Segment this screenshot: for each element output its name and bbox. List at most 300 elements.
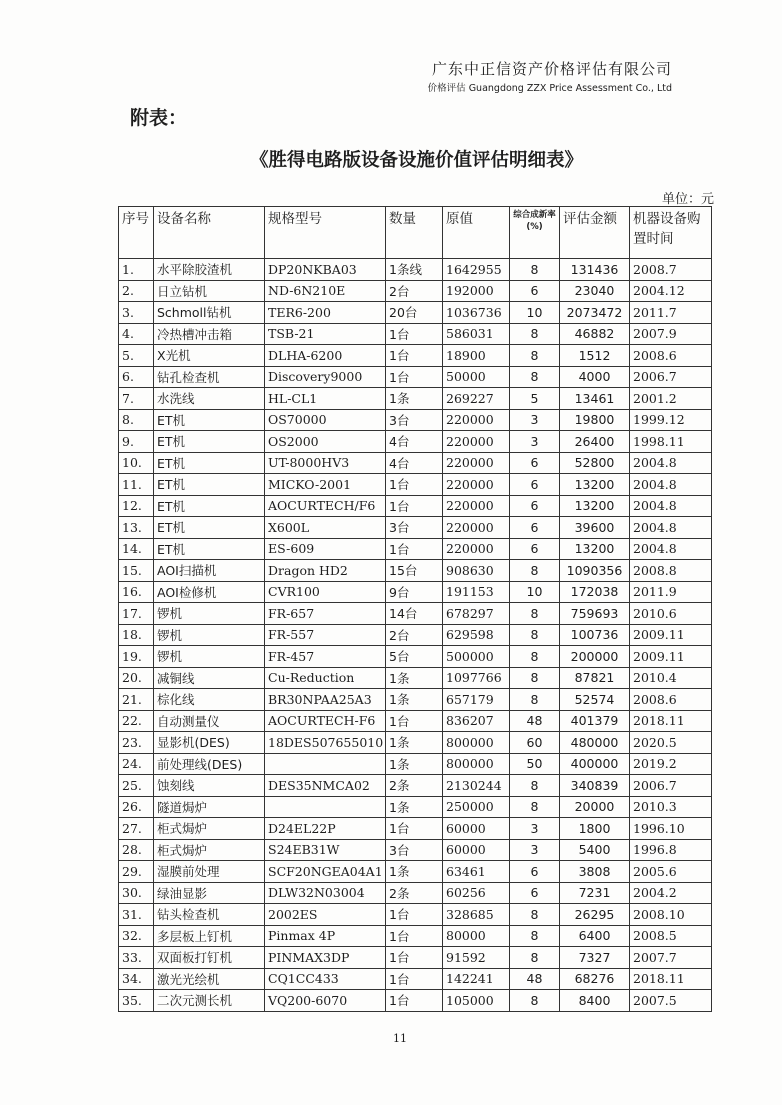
cell-name: 冷热槽冲击箱 — [154, 323, 265, 345]
cell-no: 27. — [119, 818, 154, 840]
cell-name: 锣机 — [154, 624, 265, 646]
cell-assessed-value: 23040 — [560, 280, 630, 302]
cell-purchase-date: 2004.8 — [630, 452, 712, 474]
cell-purchase-date: 2001.2 — [630, 388, 712, 410]
cell-purchase-date: 2008.6 — [630, 345, 712, 367]
cell-purchase-date: 2011.7 — [630, 302, 712, 324]
cell-name: ET机 — [154, 538, 265, 560]
cell-purchase-date: 2007.7 — [630, 947, 712, 969]
cell-assessed-value: 401379 — [560, 710, 630, 732]
cell-original-value: 586031 — [443, 323, 510, 345]
cell-rate: 8 — [510, 345, 560, 367]
cell-spec: MICKO-2001 — [265, 474, 386, 496]
cell-assessed-value: 2073472 — [560, 302, 630, 324]
cell-purchase-date: 2006.7 — [630, 366, 712, 388]
cell-original-value: 220000 — [443, 452, 510, 474]
cell-rate: 6 — [510, 517, 560, 539]
cell-assessed-value: 480000 — [560, 732, 630, 754]
table-row — [119, 775, 712, 797]
cell-qty: 1条 — [386, 796, 443, 818]
cell-name: AOI扫描机 — [154, 560, 265, 582]
cell-assessed-value: 26295 — [560, 904, 630, 926]
cell-spec: ES-609 — [265, 538, 386, 560]
cell-qty: 4台 — [386, 431, 443, 453]
cell-no: 18. — [119, 624, 154, 646]
cell-qty: 4台 — [386, 452, 443, 474]
table-row — [119, 581, 712, 603]
table-row — [119, 603, 712, 625]
cell-qty: 1台 — [386, 495, 443, 517]
cell-qty: 3台 — [386, 839, 443, 861]
cell-original-value: 60256 — [443, 882, 510, 904]
cell-original-value: 220000 — [443, 474, 510, 496]
cell-spec: CQ1CC433 — [265, 968, 386, 990]
cell-assessed-value: 5400 — [560, 839, 630, 861]
table-row — [119, 796, 712, 818]
cell-purchase-date: 1996.8 — [630, 839, 712, 861]
cell-spec: X600L — [265, 517, 386, 539]
cell-spec: ND-6N210E — [265, 280, 386, 302]
cell-name: 二次元测长机 — [154, 990, 265, 1012]
cell-name: ET机 — [154, 495, 265, 517]
cell-rate: 10 — [510, 302, 560, 324]
cell-no: 34. — [119, 968, 154, 990]
cell-name: 钻头检查机 — [154, 904, 265, 926]
cell-spec: DLW32N03004 — [265, 882, 386, 904]
cell-original-value: 60000 — [443, 818, 510, 840]
cell-no: 31. — [119, 904, 154, 926]
cell-qty: 1台 — [386, 968, 443, 990]
cell-rate: 10 — [510, 581, 560, 603]
cell-qty: 1台 — [386, 345, 443, 367]
cell-no: 33. — [119, 947, 154, 969]
cell-purchase-date: 2004.8 — [630, 538, 712, 560]
cell-purchase-date: 2009.11 — [630, 624, 712, 646]
cell-rate: 6 — [510, 452, 560, 474]
cell-spec — [265, 796, 386, 818]
table-row — [119, 624, 712, 646]
cell-purchase-date: 2005.6 — [630, 861, 712, 883]
cell-no: 19. — [119, 646, 154, 668]
cell-spec: Cu-Reduction — [265, 667, 386, 689]
cell-no: 21. — [119, 689, 154, 711]
cell-qty: 14台 — [386, 603, 443, 625]
cell-name: AOI检修机 — [154, 581, 265, 603]
unit-label: 单位：元 — [661, 192, 714, 207]
table-row — [119, 968, 712, 990]
cell-original-value: 192000 — [443, 280, 510, 302]
cell-spec: PINMAX3DP — [265, 947, 386, 969]
table-row — [119, 323, 712, 345]
table-row — [119, 517, 712, 539]
header-spec: 规格型号 — [265, 207, 386, 259]
cell-qty: 15台 — [386, 560, 443, 582]
cell-original-value: 908630 — [443, 560, 510, 582]
cell-assessed-value: 1090356 — [560, 560, 630, 582]
cell-qty: 1台 — [386, 323, 443, 345]
cell-assessed-value: 4000 — [560, 366, 630, 388]
cell-original-value: 629598 — [443, 624, 510, 646]
cell-purchase-date: 2006.7 — [630, 775, 712, 797]
table-row — [119, 839, 712, 861]
cell-name: 显影机(DES) — [154, 732, 265, 754]
cell-name: 自动测量仪 — [154, 710, 265, 732]
cell-spec: S24EB31W — [265, 839, 386, 861]
cell-purchase-date: 2004.8 — [630, 474, 712, 496]
cell-original-value: 220000 — [443, 495, 510, 517]
cell-assessed-value: 400000 — [560, 753, 630, 775]
table-row — [119, 366, 712, 388]
cell-spec: DLHA-6200 — [265, 345, 386, 367]
cell-spec: Discovery9000 — [265, 366, 386, 388]
cell-purchase-date: 2018.11 — [630, 968, 712, 990]
cell-qty: 5台 — [386, 646, 443, 668]
cell-original-value: 800000 — [443, 753, 510, 775]
table-row — [119, 990, 712, 1012]
cell-spec: TSB-21 — [265, 323, 386, 345]
header-assessed-value: 评估金额 — [560, 207, 630, 259]
header-name: 设备名称 — [154, 207, 265, 259]
cell-purchase-date: 2004.12 — [630, 280, 712, 302]
cell-rate: 50 — [510, 753, 560, 775]
cell-qty: 1台 — [386, 474, 443, 496]
table-row — [119, 431, 712, 453]
cell-assessed-value: 6400 — [560, 925, 630, 947]
cell-no: 6. — [119, 366, 154, 388]
table-row — [119, 861, 712, 883]
table-row — [119, 904, 712, 926]
table-row — [119, 925, 712, 947]
cell-purchase-date: 2008.8 — [630, 560, 712, 582]
cell-purchase-date: 2020.5 — [630, 732, 712, 754]
cell-no: 24. — [119, 753, 154, 775]
cell-purchase-date: 2009.11 — [630, 646, 712, 668]
company-name-en: 价格评估 Guangdong ZZX Price Assessment Co., Ltd — [427, 83, 672, 94]
cell-name: ET机 — [154, 517, 265, 539]
cell-name: ET机 — [154, 431, 265, 453]
cell-no: 15. — [119, 560, 154, 582]
cell-spec: D24EL22P — [265, 818, 386, 840]
cell-original-value: 60000 — [443, 839, 510, 861]
cell-rate: 8 — [510, 624, 560, 646]
cell-assessed-value: 200000 — [560, 646, 630, 668]
table-row — [119, 452, 712, 474]
table-row — [119, 474, 712, 496]
table-row — [119, 388, 712, 410]
cell-purchase-date: 2004.8 — [630, 517, 712, 539]
table-row — [119, 409, 712, 431]
cell-spec: FR-457 — [265, 646, 386, 668]
cell-rate: 6 — [510, 474, 560, 496]
cell-original-value: 91592 — [443, 947, 510, 969]
cell-purchase-date: 2007.9 — [630, 323, 712, 345]
cell-qty: 1台 — [386, 366, 443, 388]
cell-rate: 60 — [510, 732, 560, 754]
cell-assessed-value: 172038 — [560, 581, 630, 603]
cell-rate: 8 — [510, 603, 560, 625]
cell-no: 29. — [119, 861, 154, 883]
cell-qty: 2台 — [386, 624, 443, 646]
cell-original-value: 80000 — [443, 925, 510, 947]
cell-assessed-value: 52574 — [560, 689, 630, 711]
cell-original-value: 800000 — [443, 732, 510, 754]
cell-qty: 1台 — [386, 538, 443, 560]
cell-assessed-value: 759693 — [560, 603, 630, 625]
cell-rate: 8 — [510, 667, 560, 689]
table-row — [119, 753, 712, 775]
cell-name: 激光光绘机 — [154, 968, 265, 990]
table-row — [119, 280, 712, 302]
cell-no: 16. — [119, 581, 154, 603]
cell-name: 隧道焗炉 — [154, 796, 265, 818]
cell-spec — [265, 753, 386, 775]
cell-qty: 1台 — [386, 925, 443, 947]
cell-assessed-value: 52800 — [560, 452, 630, 474]
table-row — [119, 667, 712, 689]
cell-name: 蚀刻线 — [154, 775, 265, 797]
cell-no: 9. — [119, 431, 154, 453]
cell-purchase-date: 1999.12 — [630, 409, 712, 431]
cell-name: ET机 — [154, 474, 265, 496]
cell-assessed-value: 131436 — [560, 259, 630, 281]
cell-assessed-value: 46882 — [560, 323, 630, 345]
cell-name: ET机 — [154, 409, 265, 431]
cell-spec: OS2000 — [265, 431, 386, 453]
header-original-value: 原值 — [443, 207, 510, 259]
cell-spec: CVR100 — [265, 581, 386, 603]
cell-rate: 8 — [510, 904, 560, 926]
cell-purchase-date: 2010.4 — [630, 667, 712, 689]
table-row — [119, 495, 712, 517]
cell-original-value: 220000 — [443, 409, 510, 431]
cell-assessed-value: 13200 — [560, 495, 630, 517]
cell-rate: 8 — [510, 925, 560, 947]
cell-assessed-value: 39600 — [560, 517, 630, 539]
cell-name: 锣机 — [154, 603, 265, 625]
table-row — [119, 732, 712, 754]
header-qty: 数量 — [386, 207, 443, 259]
cell-spec: FR-657 — [265, 603, 386, 625]
table-row — [119, 710, 712, 732]
cell-spec: AOCURTECH/F6 — [265, 495, 386, 517]
cell-original-value: 18900 — [443, 345, 510, 367]
cell-rate: 8 — [510, 990, 560, 1012]
cell-original-value: 105000 — [443, 990, 510, 1012]
table-body — [119, 259, 712, 1012]
appendix-label: 附表： — [130, 107, 188, 129]
cell-spec: UT-8000HV3 — [265, 452, 386, 474]
cell-qty: 3台 — [386, 409, 443, 431]
cell-name: 日立钻机 — [154, 280, 265, 302]
cell-original-value: 657179 — [443, 689, 510, 711]
cell-spec: 18DES507655010 — [265, 732, 386, 754]
cell-purchase-date: 2018.11 — [630, 710, 712, 732]
cell-no: 4. — [119, 323, 154, 345]
cell-assessed-value: 1800 — [560, 818, 630, 840]
cell-rate: 8 — [510, 947, 560, 969]
cell-original-value: 328685 — [443, 904, 510, 926]
equipment-valuation-table — [118, 206, 712, 1012]
table-row — [119, 259, 712, 281]
cell-no: 30. — [119, 882, 154, 904]
cell-spec: DES35NMCA02 — [265, 775, 386, 797]
cell-assessed-value: 20000 — [560, 796, 630, 818]
cell-spec: FR-557 — [265, 624, 386, 646]
cell-no: 12. — [119, 495, 154, 517]
cell-rate: 8 — [510, 646, 560, 668]
cell-rate: 3 — [510, 409, 560, 431]
cell-qty: 20台 — [386, 302, 443, 324]
cell-name: 水洗线 — [154, 388, 265, 410]
cell-no: 8. — [119, 409, 154, 431]
cell-no: 1. — [119, 259, 154, 281]
cell-spec: AOCURTECH-F6 — [265, 710, 386, 732]
cell-assessed-value: 7231 — [560, 882, 630, 904]
cell-rate: 3 — [510, 431, 560, 453]
cell-name: ET机 — [154, 452, 265, 474]
cell-original-value: 220000 — [443, 431, 510, 453]
cell-original-value: 191153 — [443, 581, 510, 603]
cell-no: 11. — [119, 474, 154, 496]
document-title: 《胜得电路版设备设施价值评估明细表》 — [250, 150, 584, 171]
cell-spec: 2002ES — [265, 904, 386, 926]
cell-rate: 6 — [510, 861, 560, 883]
cell-no: 32. — [119, 925, 154, 947]
cell-spec: SCF20NGEA04A1 — [265, 861, 386, 883]
cell-qty: 1台 — [386, 947, 443, 969]
cell-name: X光机 — [154, 345, 265, 367]
cell-rate: 48 — [510, 968, 560, 990]
cell-name: 柜式焗炉 — [154, 839, 265, 861]
cell-qty: 1条 — [386, 861, 443, 883]
cell-qty: 9台 — [386, 581, 443, 603]
cell-no: 7. — [119, 388, 154, 410]
cell-original-value: 500000 — [443, 646, 510, 668]
cell-purchase-date: 2010.6 — [630, 603, 712, 625]
cell-rate: 6 — [510, 280, 560, 302]
cell-assessed-value: 1512 — [560, 345, 630, 367]
header-rate: 综合成新率(%) — [510, 207, 560, 259]
cell-no: 35. — [119, 990, 154, 1012]
cell-assessed-value: 7327 — [560, 947, 630, 969]
table-header-row — [119, 207, 712, 259]
page-number: 11 — [393, 1032, 407, 1045]
table-row — [119, 947, 712, 969]
table-row — [119, 646, 712, 668]
cell-purchase-date: 2004.8 — [630, 495, 712, 517]
cell-purchase-date: 2004.2 — [630, 882, 712, 904]
cell-no: 10. — [119, 452, 154, 474]
company-name-cn: 广东中正信资产价格评估有限公司 — [431, 60, 672, 78]
cell-name: Schmoll钻机 — [154, 302, 265, 324]
cell-spec: Dragon HD2 — [265, 560, 386, 582]
cell-original-value: 1036736 — [443, 302, 510, 324]
cell-rate: 6 — [510, 882, 560, 904]
cell-no: 17. — [119, 603, 154, 625]
cell-no: 14. — [119, 538, 154, 560]
cell-name: 棕化线 — [154, 689, 265, 711]
cell-qty: 2条 — [386, 882, 443, 904]
cell-original-value: 220000 — [443, 517, 510, 539]
table-row — [119, 818, 712, 840]
cell-qty: 3台 — [386, 517, 443, 539]
cell-assessed-value: 340839 — [560, 775, 630, 797]
cell-assessed-value: 68276 — [560, 968, 630, 990]
cell-original-value: 269227 — [443, 388, 510, 410]
cell-original-value: 142241 — [443, 968, 510, 990]
cell-rate: 8 — [510, 796, 560, 818]
cell-qty: 1台 — [386, 904, 443, 926]
header-no: 序号 — [119, 207, 154, 259]
cell-no: 26. — [119, 796, 154, 818]
cell-qty: 2条 — [386, 775, 443, 797]
cell-rate: 8 — [510, 775, 560, 797]
cell-no: 2. — [119, 280, 154, 302]
cell-purchase-date: 2010.3 — [630, 796, 712, 818]
table-row — [119, 882, 712, 904]
cell-original-value: 250000 — [443, 796, 510, 818]
cell-qty: 1台 — [386, 710, 443, 732]
cell-no: 23. — [119, 732, 154, 754]
cell-rate: 3 — [510, 818, 560, 840]
cell-assessed-value: 13200 — [560, 538, 630, 560]
cell-spec: OS70000 — [265, 409, 386, 431]
cell-no: 25. — [119, 775, 154, 797]
table-row — [119, 689, 712, 711]
cell-rate: 3 — [510, 839, 560, 861]
cell-qty: 1条 — [386, 667, 443, 689]
table-row — [119, 538, 712, 560]
header-purchase-date: 机器设备购置时间 — [630, 207, 712, 259]
cell-name: 前处理线(DES) — [154, 753, 265, 775]
cell-qty: 2台 — [386, 280, 443, 302]
cell-purchase-date: 2008.10 — [630, 904, 712, 926]
cell-purchase-date: 2008.5 — [630, 925, 712, 947]
cell-no: 5. — [119, 345, 154, 367]
cell-rate: 8 — [510, 366, 560, 388]
table-row — [119, 345, 712, 367]
cell-original-value: 220000 — [443, 538, 510, 560]
cell-rate: 8 — [510, 689, 560, 711]
cell-name: 锣机 — [154, 646, 265, 668]
cell-assessed-value: 13461 — [560, 388, 630, 410]
cell-assessed-value: 19800 — [560, 409, 630, 431]
cell-rate: 8 — [510, 259, 560, 281]
cell-purchase-date: 2008.7 — [630, 259, 712, 281]
cell-name: 减铜线 — [154, 667, 265, 689]
cell-rate: 8 — [510, 323, 560, 345]
cell-qty: 1台 — [386, 990, 443, 1012]
cell-no: 22. — [119, 710, 154, 732]
cell-spec: HL-CL1 — [265, 388, 386, 410]
cell-original-value: 1642955 — [443, 259, 510, 281]
cell-qty: 1条 — [386, 689, 443, 711]
cell-assessed-value: 8400 — [560, 990, 630, 1012]
cell-original-value: 1097766 — [443, 667, 510, 689]
cell-name: 多层板上钉机 — [154, 925, 265, 947]
cell-name: 钻孔检查机 — [154, 366, 265, 388]
table-row — [119, 302, 712, 324]
cell-name: 湿膜前处理 — [154, 861, 265, 883]
cell-no: 20. — [119, 667, 154, 689]
cell-purchase-date: 2007.5 — [630, 990, 712, 1012]
cell-spec: Pinmax 4P — [265, 925, 386, 947]
cell-name: 水平除胶渣机 — [154, 259, 265, 281]
cell-rate: 6 — [510, 538, 560, 560]
cell-original-value: 678297 — [443, 603, 510, 625]
cell-assessed-value: 3808 — [560, 861, 630, 883]
table-row — [119, 560, 712, 582]
